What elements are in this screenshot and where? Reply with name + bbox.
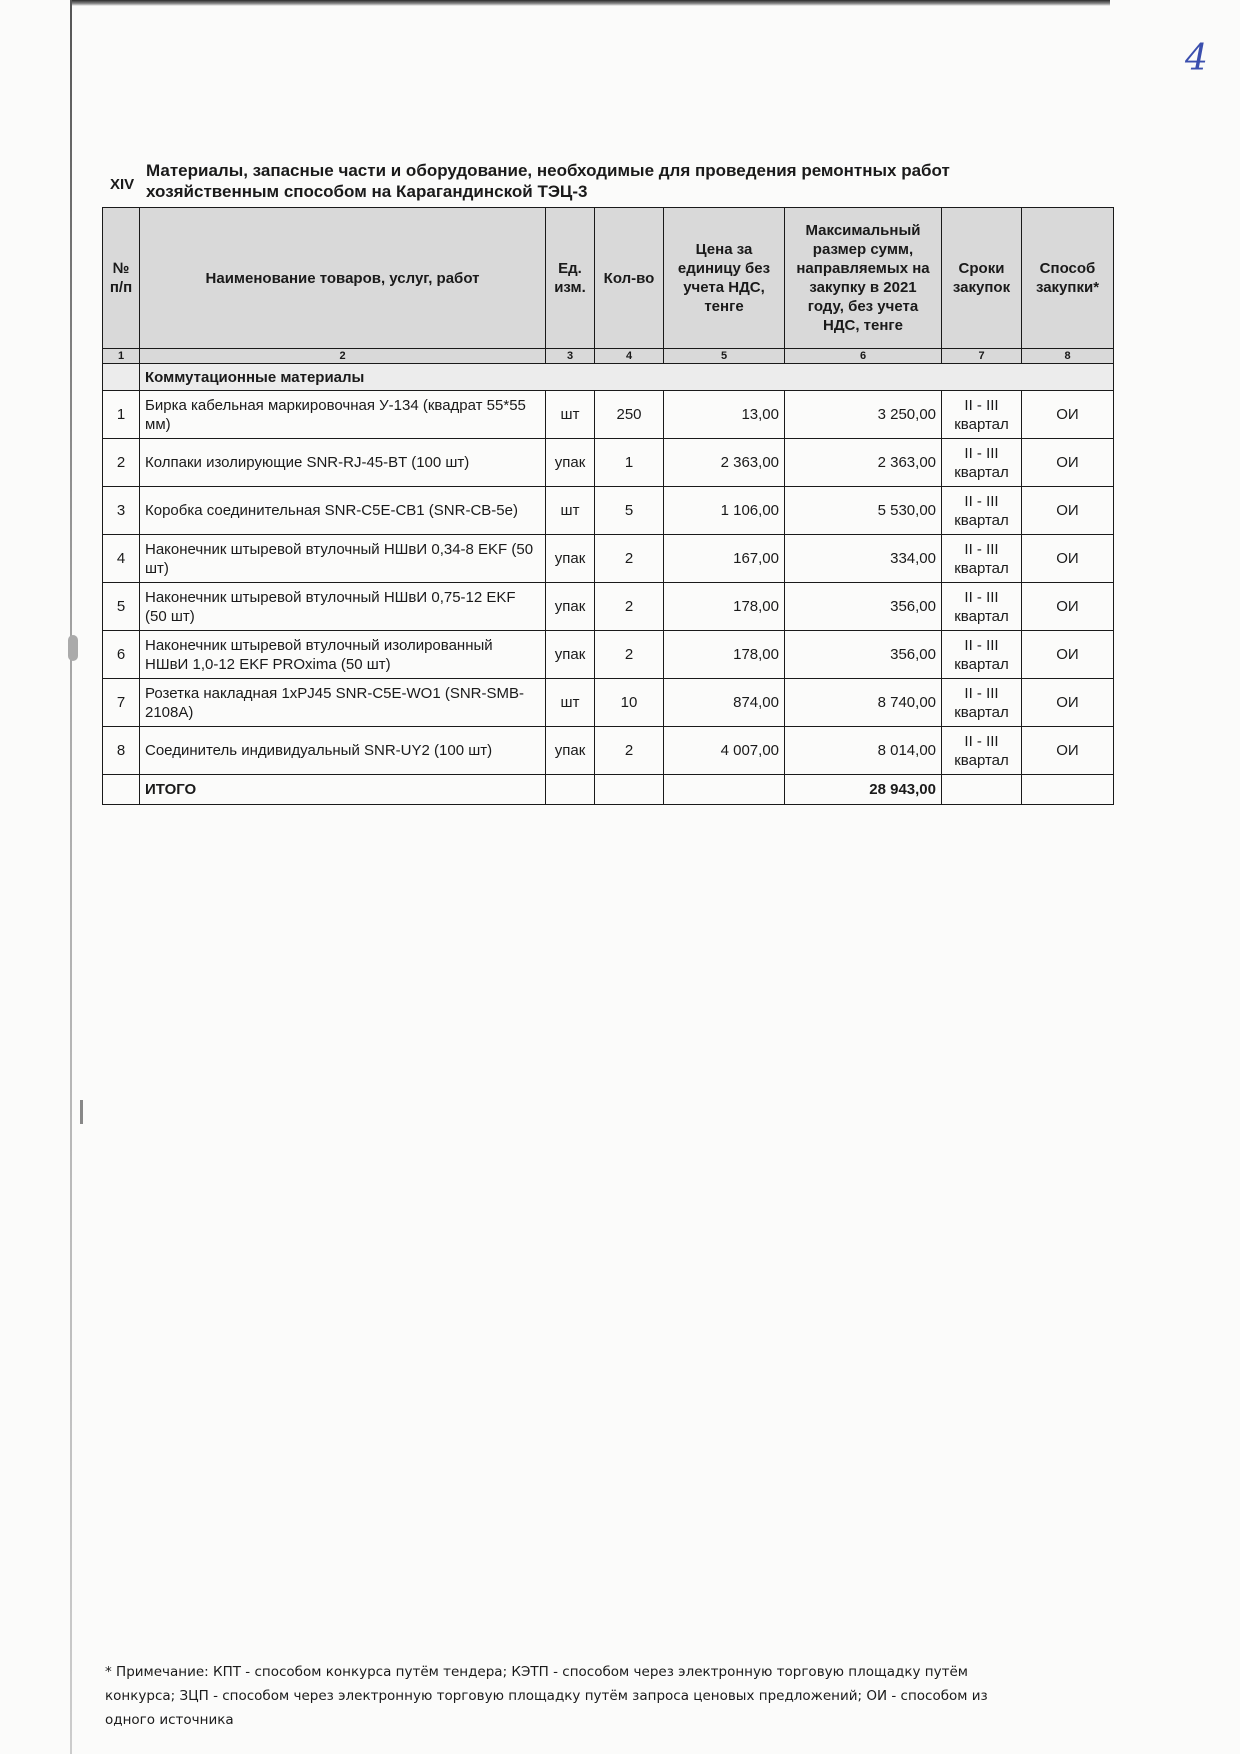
purchase-method: ОИ	[1022, 439, 1114, 487]
page-number: 4	[1185, 38, 1208, 79]
line-total: 5 530,00	[785, 487, 942, 535]
purchase-term	[942, 583, 1022, 631]
footnote-line: одного источника	[105, 1712, 234, 1728]
column-number: 1	[103, 349, 140, 364]
quantity: 1	[595, 439, 664, 487]
purchase-term	[942, 487, 1022, 535]
term-period: II - III	[964, 684, 999, 702]
total-empty-cell	[664, 775, 785, 805]
column-number: 4	[595, 349, 664, 364]
purchase-method: ОИ	[1022, 631, 1114, 679]
header-cell: Цена за единицу без учета НДС, тенге	[664, 208, 785, 349]
column-number: 7	[942, 349, 1022, 364]
table-row	[103, 391, 1114, 439]
scan-edge-top	[70, 0, 1110, 6]
header-cell: Сроки закупок	[942, 208, 1022, 349]
purchase-method: ОИ	[1022, 535, 1114, 583]
header-cell: Максимальный размер сумм, направляемых на закупку в 2021 году, без учета НДС, тенге	[785, 208, 942, 349]
section-title	[146, 160, 950, 202]
total-empty-cell	[103, 775, 140, 805]
unit: шт	[546, 679, 595, 727]
term-unit: квартал	[954, 703, 1009, 721]
procurement-table	[102, 207, 1114, 805]
group-label: Коммутационные материалы	[140, 364, 1114, 391]
table-row	[103, 583, 1114, 631]
unit: упак	[546, 727, 595, 775]
quantity: 2	[595, 535, 664, 583]
unit-price: 178,00	[664, 631, 785, 679]
item-name: Коробка соединительная SNR-C5E-CB1 (SNR-CB-5e)	[140, 487, 546, 535]
scan-speck	[80, 1100, 83, 1124]
total-empty-cell	[1022, 775, 1114, 805]
group-row	[103, 364, 1114, 391]
purchase-method: ОИ	[1022, 727, 1114, 775]
header-cell: Ед. изм.	[546, 208, 595, 349]
term-period: II - III	[964, 492, 999, 510]
term-unit: квартал	[954, 415, 1009, 433]
term-unit: квартал	[954, 511, 1009, 529]
unit-price: 4 007,00	[664, 727, 785, 775]
item-name: Колпаки изолирующие SNR-RJ-45-BT (100 шт)	[140, 439, 546, 487]
table-row	[103, 727, 1114, 775]
quantity: 2	[595, 583, 664, 631]
row-number: 8	[103, 727, 140, 775]
row-number: 7	[103, 679, 140, 727]
purchase-term	[942, 631, 1022, 679]
item-name: Соединитель индивидуальный SNR-UY2 (100 шт)	[140, 727, 546, 775]
total-empty-cell	[942, 775, 1022, 805]
quantity: 10	[595, 679, 664, 727]
unit-price: 1 106,00	[664, 487, 785, 535]
term-period: II - III	[964, 540, 999, 558]
unit: шт	[546, 391, 595, 439]
total-empty-cell	[546, 775, 595, 805]
line-total: 8 740,00	[785, 679, 942, 727]
term-unit: квартал	[954, 655, 1009, 673]
column-number: 8	[1022, 349, 1114, 364]
quantity: 2	[595, 727, 664, 775]
quantity: 5	[595, 487, 664, 535]
quantity: 2	[595, 631, 664, 679]
table-row	[103, 631, 1114, 679]
total-label: ИТОГО	[140, 775, 546, 805]
column-number: 6	[785, 349, 942, 364]
row-number: 2	[103, 439, 140, 487]
table-row	[103, 487, 1114, 535]
header-cell: Наименование товаров, услуг, работ	[140, 208, 546, 349]
row-number: 5	[103, 583, 140, 631]
total-empty-cell	[595, 775, 664, 805]
group-empty-cell	[103, 364, 140, 391]
row-number: 3	[103, 487, 140, 535]
unit-price: 13,00	[664, 391, 785, 439]
term-period: II - III	[964, 396, 999, 414]
purchase-method: ОИ	[1022, 583, 1114, 631]
term-unit: квартал	[954, 463, 1009, 481]
unit-price: 167,00	[664, 535, 785, 583]
footnote-line: * Примечание: КПТ - способом конкурса путём тендера; КЭТП - способом через электронную торговую площадку путём	[105, 1664, 968, 1680]
column-number-row	[103, 349, 1114, 364]
scan-edge-left	[70, 0, 72, 1754]
unit: шт	[546, 487, 595, 535]
item-name: Наконечник штыревой втулочный НШвИ 0,34-8 EKF (50 шт)	[140, 535, 546, 583]
purchase-term	[942, 535, 1022, 583]
punch-hole-mark	[68, 635, 78, 661]
purchase-term	[942, 391, 1022, 439]
purchase-method: ОИ	[1022, 391, 1114, 439]
purchase-term	[942, 439, 1022, 487]
unit: упак	[546, 439, 595, 487]
unit-price: 2 363,00	[664, 439, 785, 487]
item-name: Бирка кабельная маркировочная У-134 (квадрат 55*55 мм)	[140, 391, 546, 439]
quantity: 250	[595, 391, 664, 439]
row-number: 1	[103, 391, 140, 439]
line-total: 356,00	[785, 631, 942, 679]
purchase-term	[942, 679, 1022, 727]
term-period: II - III	[964, 588, 999, 606]
section-title-line: Материалы, запасные части и оборудование, необходимые для проведения ремонтных работ	[146, 161, 950, 180]
item-name: Наконечник штыревой втулочный изолированный НШвИ 1,0-12 EKF PROxima (50 шт)	[140, 631, 546, 679]
line-total: 356,00	[785, 583, 942, 631]
table-row	[103, 679, 1114, 727]
line-total: 8 014,00	[785, 727, 942, 775]
line-total: 3 250,00	[785, 391, 942, 439]
section-number: XIV	[110, 176, 135, 193]
header-cell: Кол-во	[595, 208, 664, 349]
item-name: Розетка накладная 1xPJ45 SNR-C5E-WO1 (SNR-SMB-2108A)	[140, 679, 546, 727]
item-name: Наконечник штыревой втулочный НШвИ 0,75-12 EKF (50 шт)	[140, 583, 546, 631]
term-period: II - III	[964, 636, 999, 654]
footnote	[105, 1660, 1065, 1732]
line-total: 334,00	[785, 535, 942, 583]
unit: упак	[546, 583, 595, 631]
column-number: 3	[546, 349, 595, 364]
term-period: II - III	[964, 444, 999, 462]
total-row	[103, 775, 1114, 805]
table-row	[103, 535, 1114, 583]
term-unit: квартал	[954, 559, 1009, 577]
unit-price: 874,00	[664, 679, 785, 727]
term-unit: квартал	[954, 607, 1009, 625]
column-number: 2	[140, 349, 546, 364]
footnote-line: конкурса; ЗЦП - способом через электронную торговую площадку путём запроса ценовых предложений; ОИ - способом из	[105, 1688, 988, 1704]
column-number: 5	[664, 349, 785, 364]
unit: упак	[546, 631, 595, 679]
purchase-term	[942, 727, 1022, 775]
table-row	[103, 439, 1114, 487]
purchase-method: ОИ	[1022, 679, 1114, 727]
header-cell: № п/п	[103, 208, 140, 349]
section-heading	[110, 160, 1030, 202]
header-row	[103, 208, 1114, 349]
unit-price: 178,00	[664, 583, 785, 631]
line-total: 2 363,00	[785, 439, 942, 487]
purchase-method: ОИ	[1022, 487, 1114, 535]
section-title-line: хозяйственным способом на Карагандинской ТЭЦ-3	[146, 182, 588, 201]
row-number: 4	[103, 535, 140, 583]
header-cell: Способ закупки*	[1022, 208, 1114, 349]
total-value: 28 943,00	[785, 775, 942, 805]
row-number: 6	[103, 631, 140, 679]
unit: упак	[546, 535, 595, 583]
term-unit: квартал	[954, 751, 1009, 769]
term-period: II - III	[964, 732, 999, 750]
